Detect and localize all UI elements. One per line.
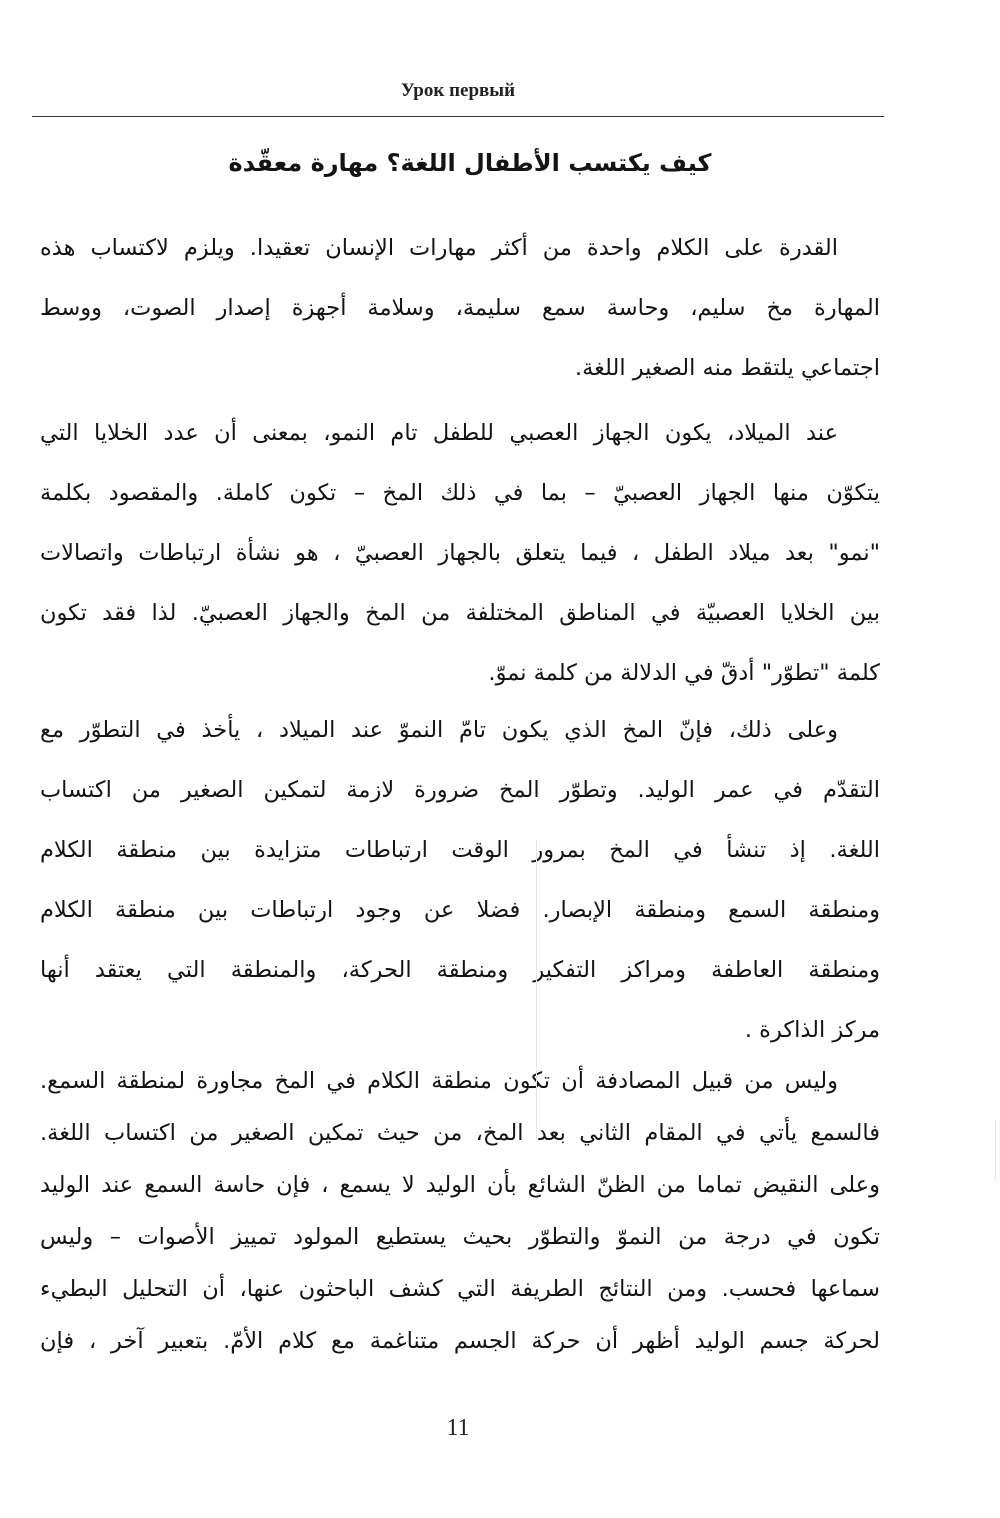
paragraph-line: "نمو" بعد ميلاد الطفل ، فيما يتعلق بالجهاز العصبيّ ، هو نشأة ارتباطات واتصالات <box>40 540 880 566</box>
paragraph-line: تكون في درجة من النموّ والتطوّر بحيث يستطيع المولود تمييز الأصوات – وليس <box>40 1224 880 1250</box>
paragraph-line: اجتماعي يلتقط منه الصغير اللغة. <box>574 355 880 381</box>
paragraph-line: اللغة. إذ تنشأ في المخ بمرور الوقت ارتباطات متزايدة بين منطقة الكلام <box>40 837 880 863</box>
scan-mark <box>536 840 537 1140</box>
paragraph-line: وعلى ذلك، فإنّ المخ الذي يكون تامّ النموّ عند الميلاد ، يأخذ في التطوّر مع <box>40 717 838 743</box>
header-rule <box>32 116 884 117</box>
paragraph-line: التقدّم في عمر الوليد. وتطوّر المخ ضرورة لازمة لتمكين الصغير من اكتساب <box>40 777 880 803</box>
paragraph-line: سماعها فحسب. ومن النتائج الطريفة التي كشف الباحثون عنها، أن التحليل البطيء <box>40 1276 880 1302</box>
paragraph-line: بين الخلايا العصبيّة في المناطق المختلفة من المخ والجهاز العصبيّ. لذا فقد تكون <box>40 600 880 626</box>
section-title: كيف يكتسب الأطفال اللغة؟ مهارة معقّدة <box>228 149 712 177</box>
paragraph-line: المهارة مخ سليم، وحاسة سمع سليمة، وسلامة أجهزة إصدار الصوت، ووسط <box>40 295 880 321</box>
paragraph-line: عند الميلاد، يكون الجهاز العصبي للطفل تام النمو، بمعنى أن عدد الخلايا التي <box>40 420 838 446</box>
paragraph-line: كلمة "تطوّر" أدقّ في الدلالة من كلمة نموّ. <box>488 660 880 686</box>
paragraph-line: ومنطقة العاطفة ومراكز التفكير ومنطقة الحركة، والمنطقة التي يعتقد أنها <box>40 957 880 983</box>
paragraph-line: لحركة جسم الوليد أظهر أن حركة الجسم متناغمة مع كلام الأمّ. بتعبير آخر ، فإن <box>40 1328 880 1354</box>
paragraph-1 <box>40 218 880 398</box>
paragraph-line: ومنطقة السمع ومنطقة الإبصار. فضلا عن وجود ارتباطات بين منطقة الكلام <box>40 897 880 923</box>
paragraph-line: مركز الذاكرة . <box>744 1017 880 1043</box>
paragraph-3 <box>40 700 880 1060</box>
paragraph-line: يتكوّن منها الجهاز العصبيّ – بما في ذلك المخ – تكون كاملة. والمقصود بكلمة <box>40 480 880 506</box>
page-number: 11 <box>446 1415 470 1441</box>
paragraph-line: فالسمع يأتي في المقام الثاني بعد المخ، من حيث تمكين الصغير من اكتساب اللغة. <box>40 1120 880 1146</box>
paragraph-line: القدرة على الكلام واحدة من أكثر مهارات الإنسان تعقيدا. ويلزم لاكتساب هذه <box>40 235 838 261</box>
running-head: Урок первый <box>400 80 516 101</box>
paragraph-4 <box>40 1055 880 1367</box>
paragraph-line: وليس من قبيل المصادفة أن تكون منطقة الكلام في المخ مجاورة لمنطقة السمع. <box>40 1068 838 1094</box>
scan-mark <box>995 1120 996 1180</box>
paragraph-2 <box>40 403 880 703</box>
paragraph-line: وعلى النقيض تماما من الظنّ الشائع بأن الوليد لا يسمع ، فإن حاسة السمع عند الوليد <box>40 1172 880 1198</box>
